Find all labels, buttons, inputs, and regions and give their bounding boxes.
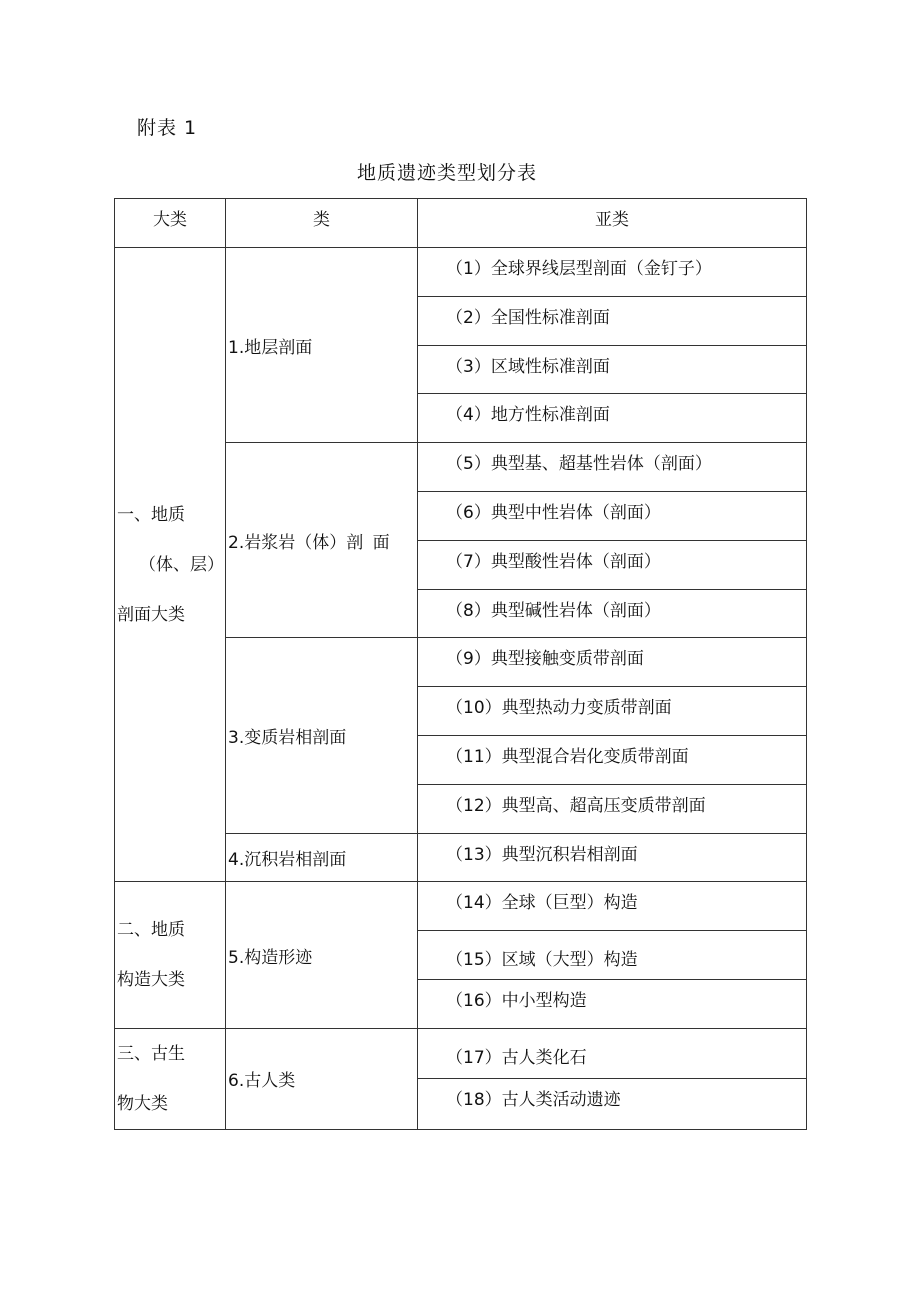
major-category-line: 二、地质: [117, 920, 185, 941]
header-category: 类: [226, 199, 418, 248]
category-cell: 2.岩浆岩（体）剖 面: [226, 443, 418, 638]
major-category-line: 三、古生: [117, 1043, 185, 1064]
subcategory-cell: （14）全球（巨型）构造: [418, 882, 807, 931]
major-category-line: 一、地质: [117, 504, 185, 525]
header-major-category: 大类: [115, 199, 226, 248]
major-category-line: 物大类: [117, 1093, 168, 1114]
category-cell: 4.沉积岩相剖面: [226, 833, 418, 882]
major-category-line: 剖面大类: [117, 604, 185, 625]
major-category-cell: [115, 1028, 226, 1129]
subcategory-cell: （3）区域性标准剖面: [418, 345, 807, 394]
subcategory-cell: （16）中小型构造: [418, 979, 807, 1028]
subcategory-cell: （17）古人类化石: [418, 1028, 807, 1079]
subcategory-cell: （12）典型高、超高压变质带剖面: [418, 784, 807, 833]
subcategory-cell: （6）典型中性岩体（剖面）: [418, 491, 807, 540]
category-cell: 6.古人类: [226, 1028, 418, 1129]
subcategory-cell: （10）典型热动力变质带剖面: [418, 687, 807, 736]
subcategory-cell: （1）全球界线层型剖面（金钉子）: [418, 248, 807, 297]
category-cell: 5.构造形迹: [226, 882, 418, 1028]
table-header-row: [115, 199, 807, 248]
subcategory-cell: （9）典型接触变质带剖面: [418, 638, 807, 687]
geological-heritage-table: [114, 198, 807, 1130]
category-cell: 3.变质岩相剖面: [226, 638, 418, 833]
subcategory-cell: （2）全国性标准剖面: [418, 296, 807, 345]
category-cell: 1.地层剖面: [226, 248, 418, 443]
subcategory-cell: （13）典型沉积岩相剖面: [418, 833, 807, 882]
subcategory-cell: （8）典型碱性岩体（剖面）: [418, 589, 807, 638]
major-category-line: 构造大类: [117, 970, 185, 991]
major-category-cell: [115, 248, 226, 882]
page-title: 地质遗迹类型划分表: [356, 162, 537, 184]
subcategory-cell: （18）古人类活动遗迹: [418, 1079, 807, 1130]
subcategory-cell: （15）区域（大型）构造: [418, 931, 807, 980]
table-row: [115, 248, 807, 297]
table-row: [115, 882, 807, 931]
subcategory-cell: （5）典型基、超基性岩体（剖面）: [418, 443, 807, 492]
subcategory-cell: （7）典型酸性岩体（剖面）: [418, 540, 807, 589]
header-subcategory: 亚类: [418, 199, 807, 248]
appendix-label: 附表 1: [137, 117, 198, 139]
subcategory-cell: （4）地方性标准剖面: [418, 394, 807, 443]
subcategory-cell: （11）典型混合岩化变质带剖面: [418, 735, 807, 784]
major-category-cell: [115, 882, 226, 1028]
major-category-line: （体、层）: [139, 554, 224, 575]
table-row: [115, 1028, 807, 1079]
